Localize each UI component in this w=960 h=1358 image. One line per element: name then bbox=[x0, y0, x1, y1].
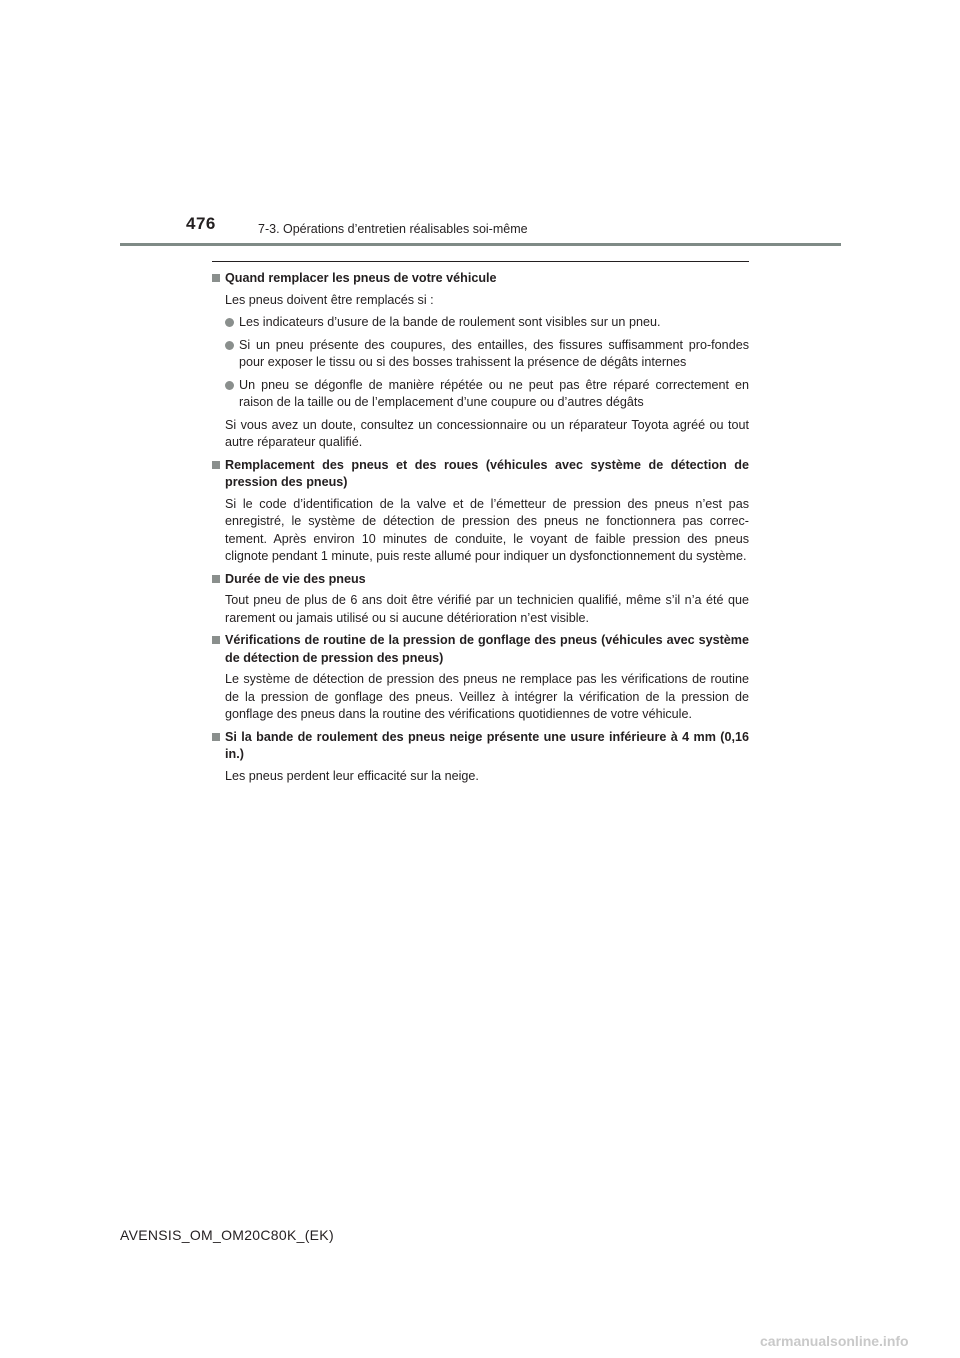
paragraph: Tout pneu de plus de 6 ans doit être vérifié par un technicien qualifié, même s’il n’a été que rarement ou jamais utilisé ou si aucune détérioration n’est visible. bbox=[225, 593, 749, 625]
page-number: 476 bbox=[186, 214, 216, 233]
paragraph: Les pneus perdent leur efficacité sur la neige. bbox=[225, 768, 479, 783]
section-title: 7-3. Opérations d’entretien réalisables soi-même bbox=[258, 222, 528, 236]
square-bullet-icon bbox=[212, 636, 220, 644]
square-bullet-icon bbox=[212, 575, 220, 583]
section-heading: Remplacement des pneus et des roues (véhicules avec système de détection de pression des pneus) bbox=[212, 457, 749, 492]
round-bullet-icon bbox=[225, 381, 234, 390]
paragraph: Si vous avez un doute, consultez un concessionnaire ou un réparateur Toyota agréé ou tout autre réparateur qualifié. bbox=[225, 417, 749, 449]
section-heading: Si la bande de roulement des pneus neige présente une usure inférieure à 4 mm (0,16 in.) bbox=[212, 729, 749, 764]
watermark: carmanualsonline.info bbox=[760, 1333, 909, 1349]
section-tpms-replacement bbox=[212, 457, 749, 566]
square-bullet-icon bbox=[212, 733, 220, 741]
section-heading: Vérifications de routine de la pression de gonflage des pneus (véhicules avec système de détection de pression des pneus) bbox=[212, 632, 749, 667]
round-bullet-icon bbox=[225, 341, 234, 350]
header-rule bbox=[120, 243, 841, 246]
section-heading: Quand remplacer les pneus de votre véhicule bbox=[212, 270, 749, 288]
round-bullet-icon bbox=[225, 318, 234, 327]
section-heading: Durée de vie des pneus bbox=[212, 571, 749, 589]
square-bullet-icon bbox=[212, 274, 220, 282]
section-snow-tires bbox=[212, 729, 749, 786]
section-tire-lifespan bbox=[212, 571, 749, 628]
section-routine-checks bbox=[212, 632, 749, 724]
paragraph: Si le code d’identification de la valve et de l’émetteur de pression des pneus n’est pas enregistré, le système de détection de pression des pneus ne fonctionnera pas correc-tement. Après environ 10 minutes de conduite, le voyant de faible pression des pneus clignote pendant 1 minute, puis reste allumé pour indiquer un dysfonctionnement du système. bbox=[225, 496, 749, 563]
list-item: Les indicateurs d’usure de la bande de roulement sont visibles sur un pneu. bbox=[212, 314, 749, 332]
section-tire-replacement bbox=[212, 270, 749, 452]
paragraph: Le système de détection de pression des pneus ne remplace pas les vérifications de routine de la pression de gonflage des pneus. Veillez à intégrer la vérification de la pression de gonflage des pneus dans la routine des vérifications quotidiennes de votre véhicule. bbox=[225, 672, 749, 721]
square-bullet-icon bbox=[212, 461, 220, 469]
document-code: AVENSIS_OM_OM20C80K_(EK) bbox=[120, 1227, 334, 1243]
content-area bbox=[212, 261, 749, 790]
list-item: Si un pneu présente des coupures, des entailles, des fissures suffisamment pro-fondes pour exposer le tissu ou si des bosses trahissent la présence de dégâts internes bbox=[212, 337, 749, 372]
paragraph: Les pneus doivent être remplacés si : bbox=[225, 292, 434, 307]
list-item: Un pneu se dégonfle de manière répétée ou ne peut pas être réparé correctement en raison de la taille ou de l’emplacement d’une coupure ou d’autres dégâts bbox=[212, 377, 749, 412]
